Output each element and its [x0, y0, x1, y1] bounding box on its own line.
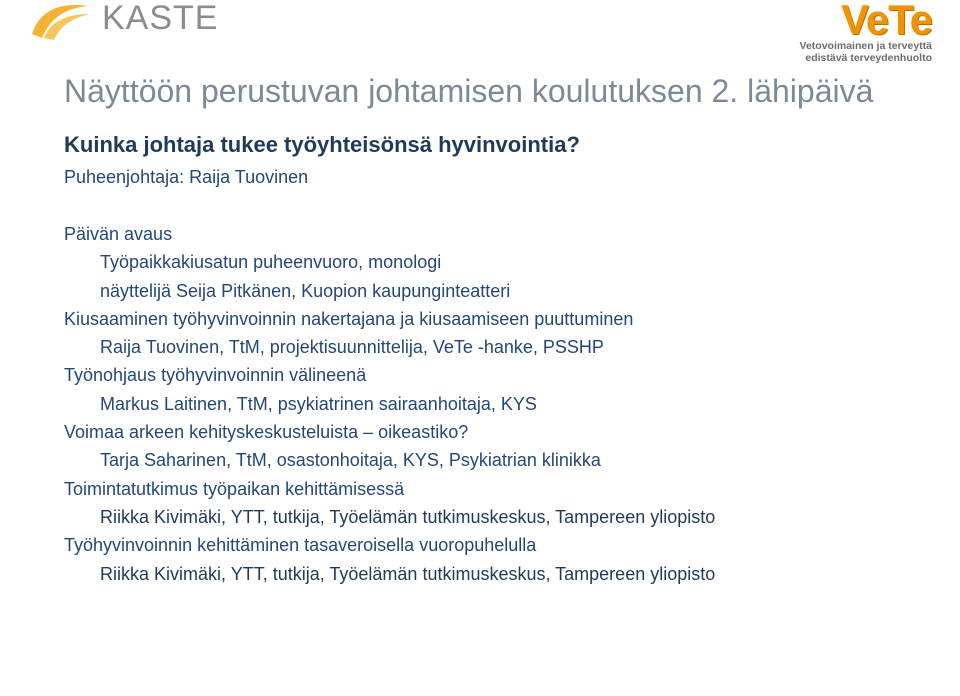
program-item: Työhyvinvoinnin kehittäminen tasaveroisella vuoropuhelulla	[64, 535, 537, 556]
vete-logo	[782, 0, 932, 64]
program-detail: Markus Laitinen, TtM, psykiatrinen sairaanhoitaja, KYS	[100, 393, 537, 414]
page-subtitle: Kuinka johtaja tukee työyhteisönsä hyvinvointia?	[64, 132, 580, 157]
program-item: Voimaa arkeen kehityskeskusteluista – oikeastiko?	[64, 422, 469, 443]
program-detail: Raija Tuovinen, TtM, projektisuunnittelija, VeTe -hanke, PSSHP	[100, 337, 604, 358]
vete-tagline-line1: Vetovoimainen ja terveyttä	[799, 40, 932, 52]
vete-tagline-line2: edistävä terveydenhuolto	[805, 52, 932, 64]
program-detail: Tarja Saharinen, TtM, osastonhoitaja, KYS, Psykiatrian klinikka	[100, 450, 601, 471]
kaste-swoosh-icon	[30, 0, 92, 40]
program-detail: Riikka Kivimäki, YTT, tutkija, Työelämän tutkimuskeskus, Tampereen yliopisto	[100, 563, 716, 584]
program-item: Kiusaaminen työhyvinvoinnin nakertajana ja kiusaamiseen puuttuminen	[64, 308, 634, 329]
chairperson-line: Puheenjohtaja: Raija Tuovinen	[64, 167, 309, 187]
vete-wordmark: VeTe	[841, 0, 932, 43]
program-item: Työnohjaus työhyvinvoinnin välineenä	[64, 365, 367, 386]
program-item: Toimintatutkimus työpaikan kehittämisessä	[64, 478, 405, 499]
program-list	[64, 220, 715, 588]
kaste-logo	[22, 0, 232, 44]
page-title: Näyttöön perustuvan johtamisen koulutuksen 2. lähipäivä	[64, 73, 874, 109]
program-detail: Työpaikkakiusatun puheenvuoro, monologi	[100, 252, 442, 273]
program-detail: näyttelijä Seija Pitkänen, Kuopion kaupunginteatteri	[100, 280, 511, 301]
kaste-wordmark: KASTE	[102, 0, 219, 37]
program-detail: Riikka Kivimäki, YTT, tutkija, Työelämän tutkimuskeskus, Tampereen yliopisto	[100, 506, 716, 527]
program-item: Päivän avaus	[64, 224, 173, 244]
